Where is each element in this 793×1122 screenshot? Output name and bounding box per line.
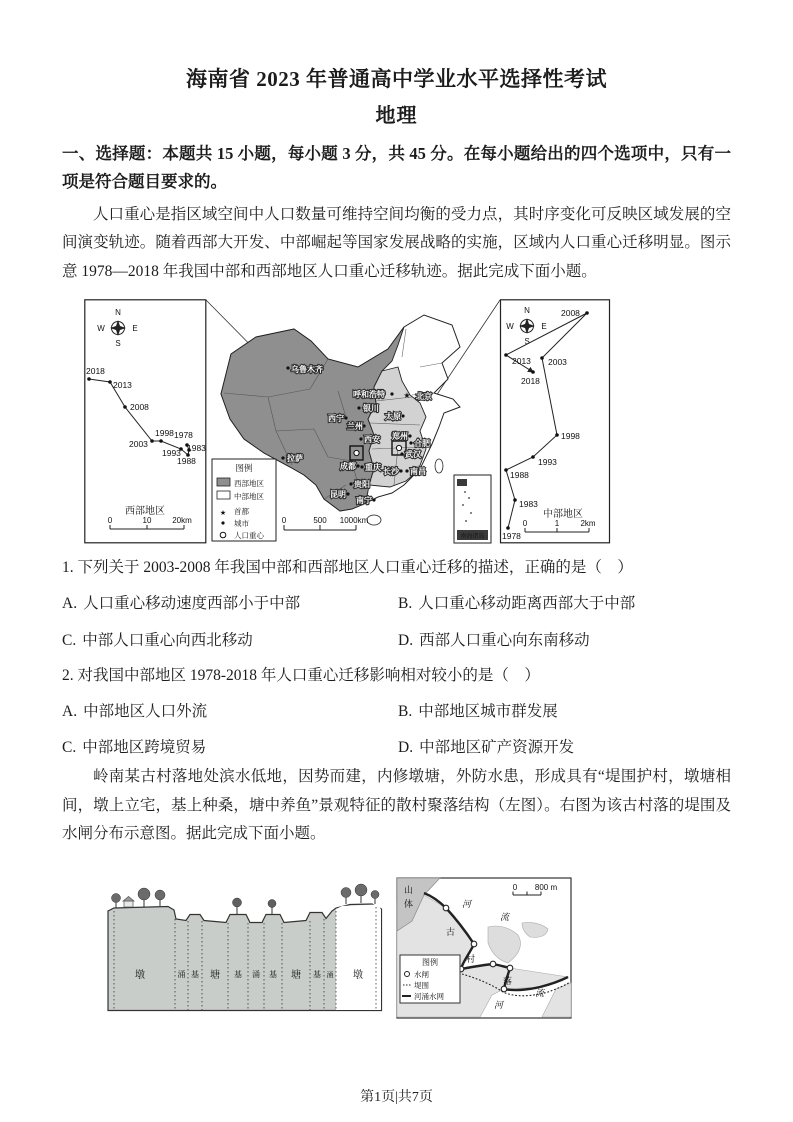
legend-sluice-icon: [405, 972, 410, 977]
svg-text:0: 0: [107, 516, 113, 526]
year-label: 2003: [548, 357, 567, 368]
year-label: 2018: [521, 376, 540, 387]
figure-village-map: [396, 877, 572, 1019]
river-label: 河: [494, 1000, 504, 1010]
year-label: 1988: [177, 456, 196, 467]
section-label: 塘: [291, 970, 301, 981]
figure-population-center-maps: [84, 298, 614, 544]
question-2: 2. 对我国中部地区 1978-2018 年人口重心迁移影响相对较小的是（ ）: [62, 666, 540, 684]
year-label: 2013: [113, 380, 132, 391]
option-label: A.: [62, 702, 78, 720]
option-b: [398, 592, 731, 615]
legend-city-dot-icon: [221, 522, 224, 525]
tree-icon: [155, 890, 165, 906]
legend-title: 图例: [235, 463, 253, 474]
mountain-label: 体: [404, 899, 414, 909]
svg-text:500: 500: [313, 516, 327, 526]
map-scale-bar: [284, 525, 356, 530]
capital-star-icon: ★: [403, 391, 411, 401]
option-text: 中部地区跨境贸易: [82, 739, 207, 757]
river-label: 流: [535, 988, 545, 998]
city-label: 拉萨: [287, 454, 303, 464]
figure-village-cross-section: [100, 877, 392, 1019]
svg-text:S: S: [524, 337, 530, 347]
city-label: 呼和浩特: [353, 390, 385, 400]
svg-text:800 m: 800 m: [534, 883, 558, 892]
option-label: A.: [62, 595, 78, 613]
option-text: 中部地区城市群发展: [418, 702, 558, 720]
svg-text:N: N: [115, 308, 121, 318]
village-label: 村: [466, 954, 476, 964]
option-text: 中部地区矿产资源开发: [419, 739, 575, 757]
figure-village-row: [100, 877, 731, 1019]
section-label: 涌: [326, 972, 334, 979]
city-label: 兰州: [347, 422, 363, 432]
city-label: 郑州: [392, 432, 408, 442]
hainan-island: [367, 515, 381, 525]
map-legend: [212, 459, 276, 541]
house-icon: [123, 897, 134, 908]
section-label: 基: [313, 970, 321, 979]
option-d: [398, 736, 731, 759]
option-d: [398, 629, 731, 652]
legend-capital-star-icon: ★: [219, 510, 227, 518]
inset-label: 南海诸岛: [460, 534, 485, 541]
city-label: 成都: [340, 462, 356, 472]
passage-2: 岭南某古村落地处滨水低地，因势而建，内修墩塘，外防水患，形成具有“堤围护村，墩塘相间，墩上立宅，基上种桑，塘中养鱼”景观特征的散村聚落结构（左图）。右图为该古村落的堤围及水闸分布示意图。据此完成下面小题。: [62, 768, 731, 843]
south-sea-inset: [454, 475, 491, 543]
tree-icon: [233, 898, 242, 914]
option-text: 中部人口重心向西北移动: [82, 631, 253, 649]
river-label: 河: [462, 899, 472, 909]
year-label: 2013: [512, 356, 531, 367]
section-label: 涌: [252, 970, 260, 979]
mountain-label: 山: [404, 885, 414, 895]
city-label: 贵阳: [354, 480, 370, 490]
legend-label: 首都: [234, 507, 249, 517]
year-label: 2008: [561, 308, 580, 319]
page-title: 海南省 2023 年普通高中学业水平选择性考试: [186, 67, 607, 91]
year-label: 2008: [130, 402, 149, 413]
city-label: 重庆: [365, 463, 381, 473]
option-a: [62, 700, 398, 723]
city-label: 乌鲁木齐: [291, 365, 323, 375]
city-label: 太原: [385, 412, 401, 422]
year-label: 1998: [561, 431, 580, 442]
legend-label: 河涌水网: [414, 992, 444, 1001]
legend-label: 城市: [234, 519, 249, 529]
question-2-options: [62, 700, 731, 760]
section-instructions: 一、选择题：本题共 15 小题，每小题 3 分，共 45 分。在每小题给出的四个选项中，只有一项是符合题目要求的。: [62, 144, 731, 191]
legend-label: 人口重心: [234, 531, 264, 541]
year-label: 2018: [86, 366, 105, 377]
tree-icon: [341, 888, 351, 905]
village-map-legend: [400, 955, 460, 1003]
year-label: 1983: [187, 443, 206, 454]
river-label: 流: [500, 912, 510, 922]
svg-text:S: S: [115, 339, 121, 349]
legend-swatch-central: [217, 491, 230, 499]
svg-text:1: 1: [554, 519, 560, 529]
tree-icon: [138, 888, 150, 907]
year-label: 1993: [162, 448, 181, 459]
svg-text:2km: 2km: [580, 519, 596, 529]
section-label: 墩: [135, 970, 145, 981]
west-region-label: 西部地区: [125, 506, 165, 518]
tree-icon: [371, 891, 379, 905]
city-label: 西宁: [328, 414, 344, 424]
city-label: 北京: [416, 392, 432, 402]
section-label: 基: [269, 970, 277, 979]
svg-text:E: E: [541, 322, 547, 332]
legend-title: 图例: [422, 958, 438, 967]
city-label: 合肥: [414, 439, 430, 449]
year-label: 1988: [510, 470, 529, 481]
west-region-panel: [85, 300, 206, 543]
option-text: 西部人口重心向东南移动: [419, 631, 590, 649]
city-label: 武汉: [405, 450, 421, 460]
city-label: 昆明: [330, 490, 346, 500]
section-label: 涌: [177, 970, 186, 979]
right-mound-white: [336, 905, 381, 1011]
svg-text:N: N: [524, 306, 530, 316]
option-c: [62, 736, 398, 759]
legend-label: 中部地区: [234, 492, 264, 502]
svg-text:0: 0: [281, 516, 287, 526]
option-b: [398, 700, 731, 723]
option-label: D.: [398, 631, 414, 649]
svg-text:0: 0: [512, 883, 518, 892]
year-label: 1978: [174, 430, 193, 441]
city-label: 西安: [364, 435, 380, 445]
year-label: 2003: [129, 439, 148, 450]
option-c: [62, 629, 398, 652]
year-label: 1978: [502, 531, 521, 542]
legend-swatch-west: [217, 478, 230, 486]
year-label: 1993: [538, 457, 557, 468]
legend-label: 西部地区: [234, 479, 264, 489]
legend-label: 堤围: [414, 981, 429, 990]
option-label: D.: [398, 739, 414, 757]
option-text: 中部地区人口外流: [83, 702, 208, 720]
option-label: C.: [62, 739, 77, 757]
svg-text:20km: 20km: [172, 516, 192, 526]
option-label: B.: [398, 595, 413, 613]
passage-1: 人口重心是指区域空间中人口数量可维持空间均衡的受力点，其时序变化可反映区域发展的空间演变轨迹。随着西部大开发、中部崛起等国家发展战略的实施，区域内人口重心迁移明显。图示意 1978—2018 年我国中部和西部地区人口重心迁移轨迹。据此完成下面小题。: [62, 205, 731, 280]
village-label: 古: [446, 927, 456, 937]
option-label: B.: [398, 702, 413, 720]
city-label: 长沙: [383, 467, 399, 477]
svg-text:E: E: [132, 324, 138, 334]
section-label: 塘: [210, 970, 220, 981]
central-region-label: 中部地区: [543, 509, 583, 521]
svg-text:W: W: [97, 324, 105, 334]
subject-title: 地理: [375, 105, 418, 128]
svg-text:W: W: [506, 322, 514, 332]
option-text: 人口重心移动速度西部小于中部: [83, 595, 301, 613]
svg-text:0: 0: [522, 519, 528, 529]
svg-text:10: 10: [142, 516, 152, 526]
question-1-options: [62, 592, 731, 652]
option-a: [62, 592, 398, 615]
section-label: 基: [234, 970, 242, 979]
taiwan-island: [435, 459, 443, 473]
tree-icon: [355, 884, 367, 903]
year-label: 1983: [519, 499, 538, 510]
city-label: 南昌: [410, 467, 426, 477]
legend-label: 水闸: [414, 970, 429, 979]
year-label: 1998: [155, 428, 174, 439]
question-1: 1. 下列关于 2003-2008 年我国中部和西部地区人口重心迁移的描述，正确的是（ ）: [62, 559, 633, 577]
village-label: 落: [503, 976, 513, 986]
section-label: 基: [191, 970, 199, 979]
option-text: 人口重心移动距离西部大于中部: [418, 595, 636, 613]
svg-text:1000km: 1000km: [339, 516, 369, 526]
section-label: 墩: [353, 970, 363, 981]
legend-pop-center-icon: [220, 533, 226, 539]
option-label: C.: [62, 631, 77, 649]
footer-page-number: 第1页|共7页: [360, 1090, 433, 1105]
tree-icon: [268, 900, 276, 915]
china-map: [212, 315, 491, 543]
tree-icon: [112, 894, 121, 909]
city-label: 银川: [363, 404, 379, 414]
central-region-panel: [501, 300, 610, 543]
city-label: 南宁: [356, 496, 372, 506]
map-scale-labels: [282, 516, 369, 525]
